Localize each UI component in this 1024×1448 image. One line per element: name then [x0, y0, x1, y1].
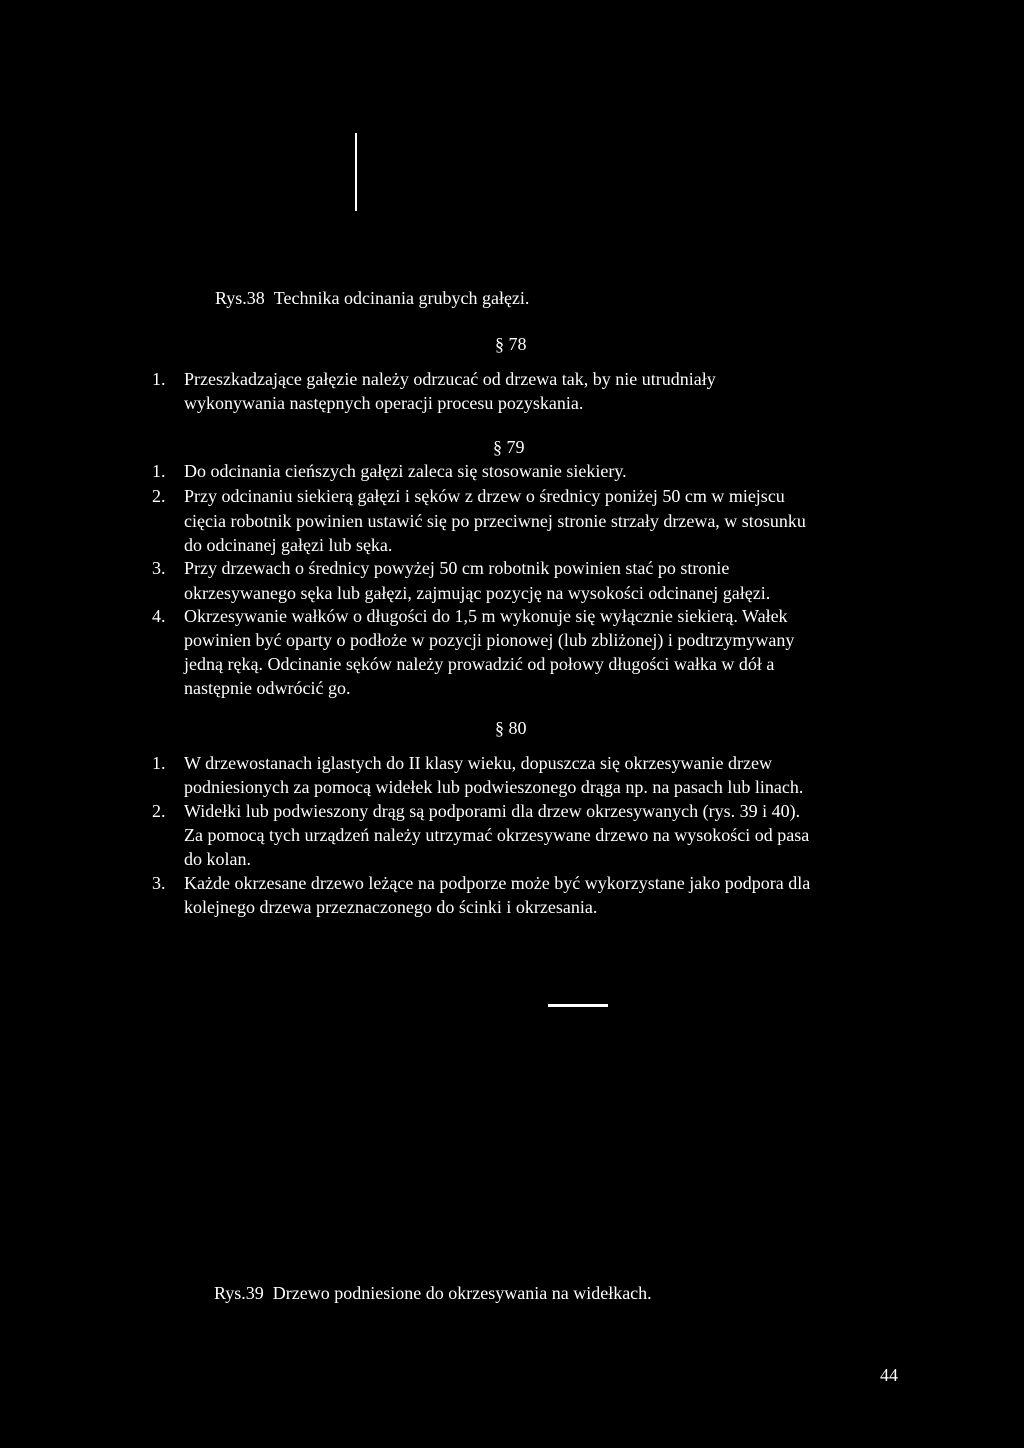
item-line: Przeszkadzające gałęzie należy odrzucać od drzewa tak, by nie utrudniały [184, 369, 716, 389]
section-78-heading: § 78 [495, 334, 527, 354]
figure-38-caption [215, 288, 529, 309]
item-line: do kolan. [184, 849, 251, 869]
item-line: cięcia robotnik powinien ustawić się po przeciwnej stronie strzały drzewa, w stosunku [184, 511, 806, 531]
figure-38-caption-text: Technika odcinania grubych gałęzi. [273, 288, 530, 308]
item-number: 2. [152, 801, 166, 821]
item-line: do odcinanej gałęzi lub sęka. [184, 535, 393, 555]
section-79-heading: § 79 [493, 437, 525, 457]
item-line: Przy drzewach o średnicy powyżej 50 cm robotnik powinien stać po stronie [184, 558, 730, 578]
item-line: okrzesywanego sęka lub gałęzi, zajmując pozycję na wysokości odcinanej gałęzi. [184, 583, 771, 603]
item-line: powinien być oparty o podłoże w pozycji pionowej (lub zbliżonej) i podtrzymywany [184, 630, 795, 650]
page-number: 44 [880, 1365, 898, 1385]
section-80-heading: § 80 [495, 718, 527, 738]
item-number: 3. [152, 873, 166, 893]
figure-38-caption-label: Rys.38 [215, 288, 265, 308]
item-line: W drzewostanach iglastych do II klasy wieku, dopuszcza się okrzesywanie drzew [184, 753, 772, 773]
figure-39-caption-text: Drzewo podniesione do okrzesywania na widełkach. [272, 1283, 652, 1303]
item-line: Okrzesywanie wałków o długości do 1,5 m wykonuje się wyłącznie siekierą. Wałek [184, 606, 788, 626]
item-number: 1. [152, 461, 166, 481]
figure-38-line [355, 133, 357, 211]
item-line: Widełki lub podwieszony drąg są podporami dla drzew okrzesywanych (rys. 39 i 40). [184, 801, 801, 821]
item-line: wykonywania następnych operacji procesu pozyskania. [184, 393, 584, 413]
item-number: 4. [152, 606, 166, 626]
item-number: 2. [152, 486, 166, 506]
item-line: Przy odcinaniu siekierą gałęzi i sęków z drzew o średnicy poniżej 50 cm w miejscu [184, 486, 785, 506]
item-line: następnie odwrócić go. [184, 678, 351, 698]
figure-39-caption [214, 1283, 652, 1304]
figure-39-caption-label: Rys.39 [214, 1283, 264, 1303]
figure-39-line [548, 1004, 608, 1007]
item-line: kolejnego drzewa przeznaczonego do ścinki i okrzesania. [184, 897, 598, 917]
item-number: 1. [152, 753, 166, 773]
item-line: Za pomocą tych urządzeń należy utrzymać okrzesywane drzewo na wysokości od pasa [184, 825, 810, 845]
item-number: 1. [152, 369, 166, 389]
item-line: Każde okrzesane drzewo leżące na podporze może być wykorzystane jako podpora dla [184, 873, 811, 893]
item-line: jedną ręką. Odcinanie sęków należy prowadzić od połowy długości wałka w dół a [184, 654, 775, 674]
item-line: podniesionych za pomocą widełek lub podwieszonego drąga np. na pasach lub linach. [184, 777, 804, 797]
item-number: 3. [152, 558, 166, 578]
item-line: Do odcinania cieńszych gałęzi zaleca się stosowanie siekiery. [184, 461, 627, 481]
